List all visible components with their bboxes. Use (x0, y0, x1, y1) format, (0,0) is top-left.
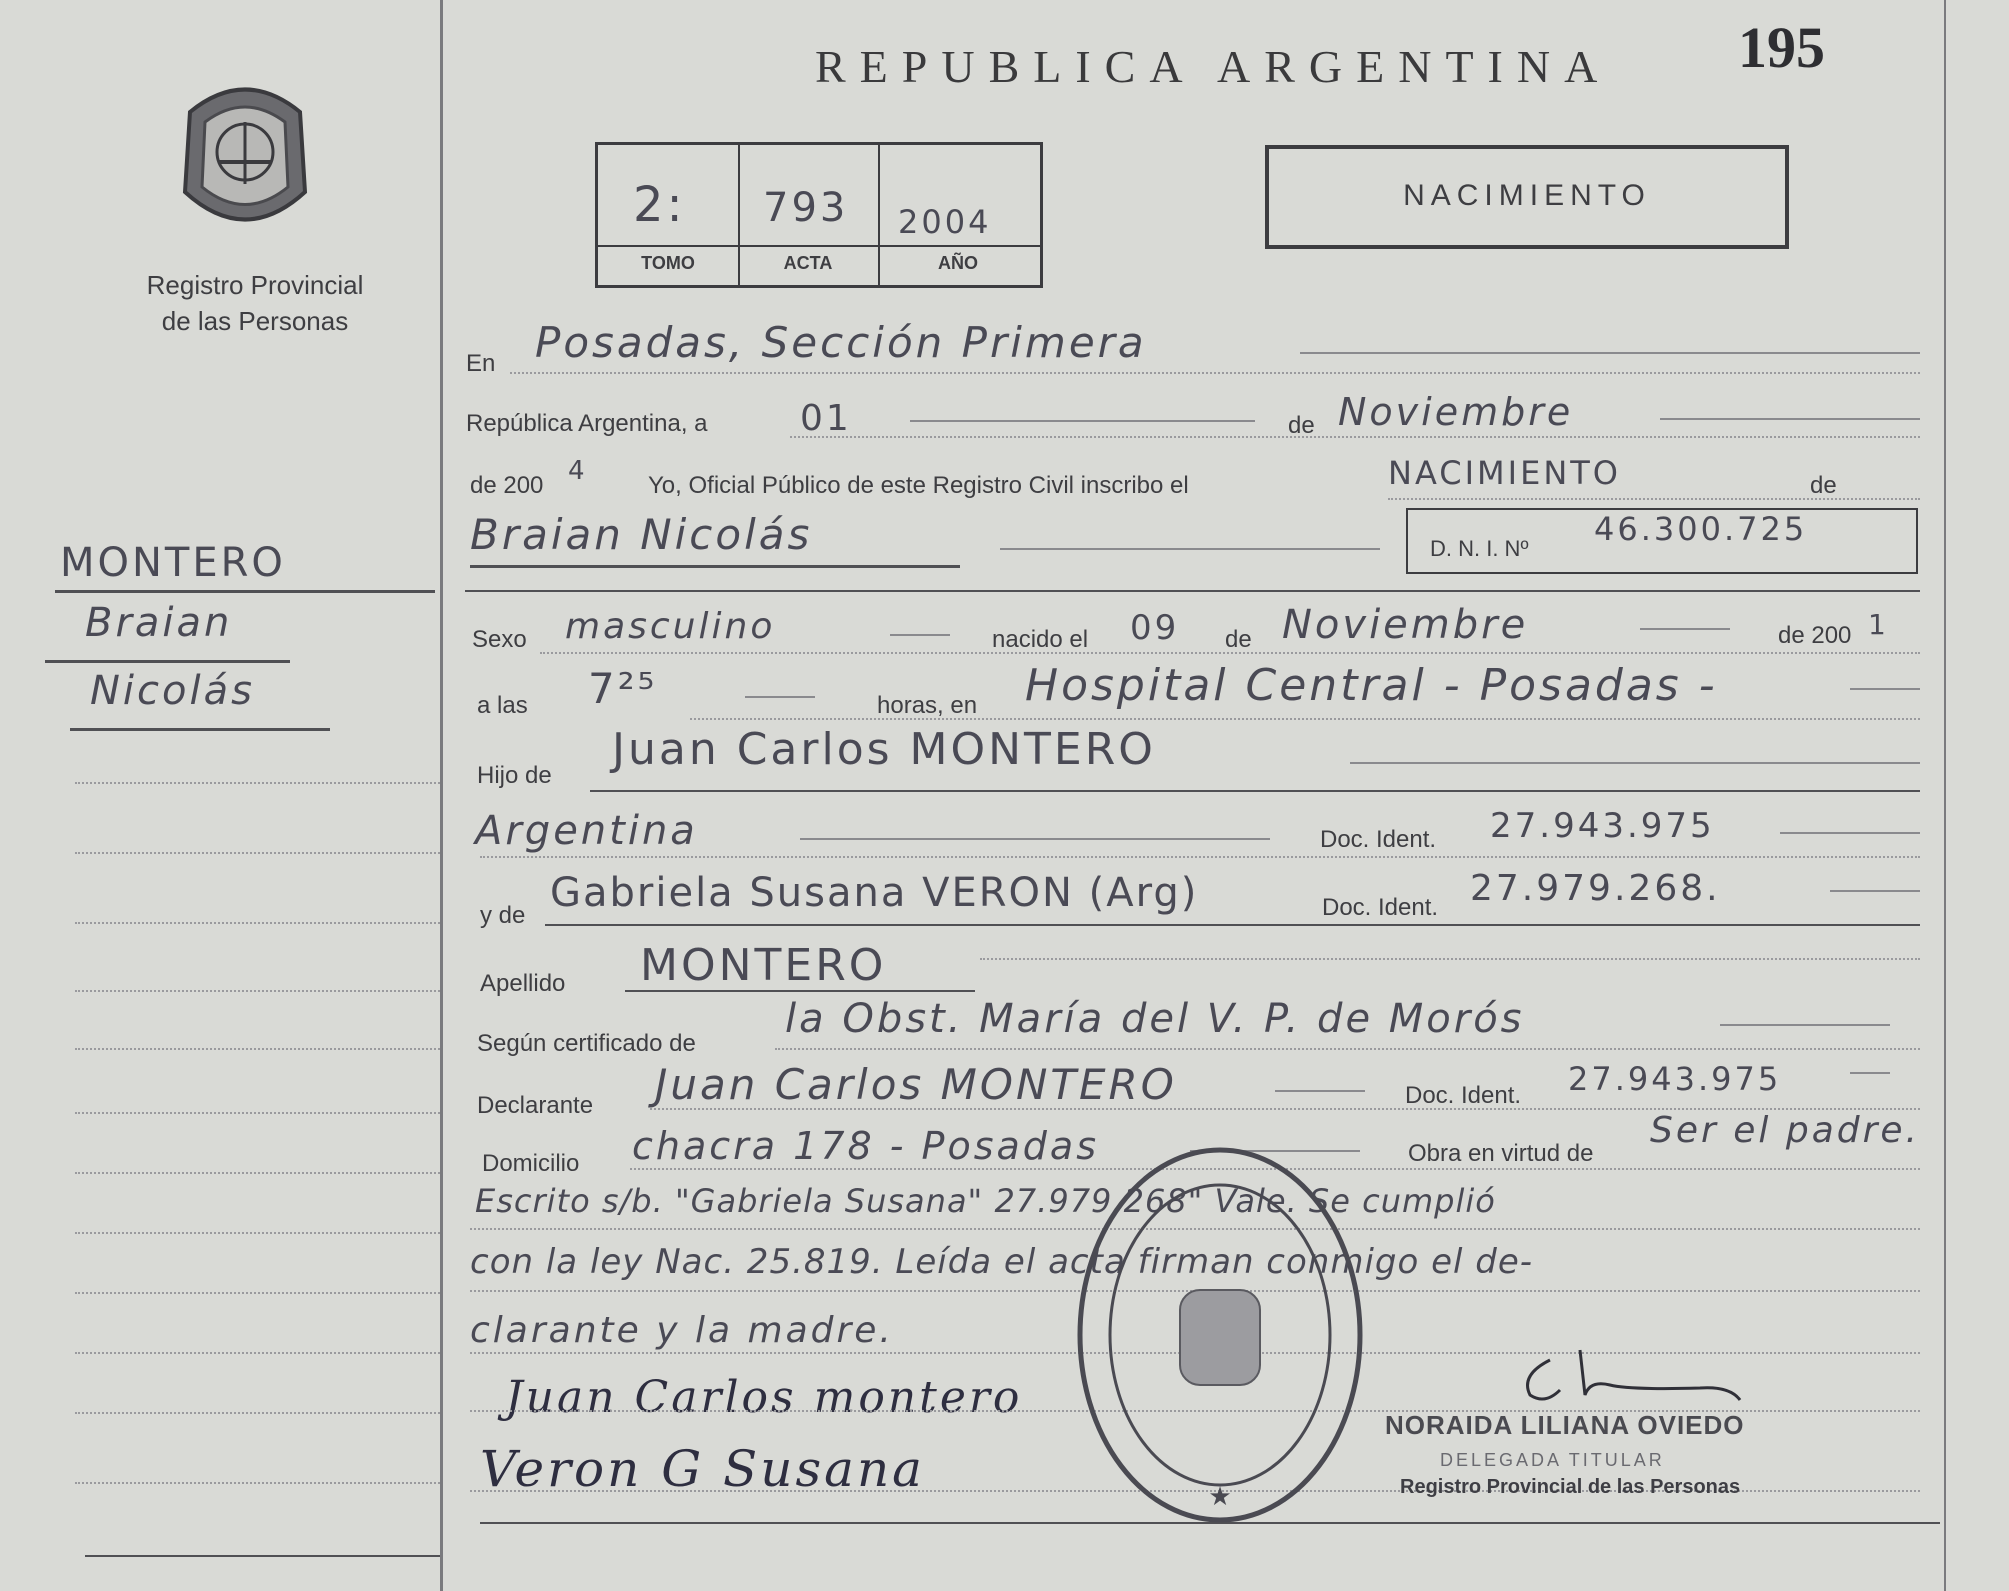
acta-label: ACTA (783, 253, 833, 273)
signature-mother: Veron G Susana (480, 1440, 925, 1498)
note-line3: clarante y la madre. (470, 1310, 894, 1351)
obra: Ser el padre. (1650, 1110, 1920, 1151)
dni-box (1406, 508, 1918, 574)
domicilio-label: Domicilio (482, 1150, 580, 1177)
official-title: DELEGADA TITULAR (1440, 1450, 1665, 1470)
tomo-label: TOMO (641, 253, 695, 273)
segun-label: Según certificado de (477, 1030, 696, 1057)
dni-value: 46.300.725 (1594, 510, 1808, 548)
father-name: Juan Carlos MONTERO (612, 724, 1156, 775)
margin-divider (440, 0, 443, 1591)
obra-label: Obra en virtud de (1408, 1140, 1594, 1167)
country-heading: REPUBLICA ARGENTINA (815, 41, 1612, 92)
birth-year-suffix: 1 (1868, 608, 1889, 641)
day: 01 (800, 398, 852, 439)
signature-declarante: Juan Carlos montero (505, 1372, 1023, 1423)
birth-place: Hospital Central - Posadas - (1025, 660, 1718, 711)
official-name: NORAIDA LILIANA OVIEDO (1385, 1410, 1745, 1440)
child-name: Braian Nicolás (470, 510, 813, 559)
year-suffix: 4 (568, 456, 588, 486)
domicilio: chacra 178 - Posadas (632, 1124, 1099, 1168)
de-label-2: de (1810, 472, 1837, 499)
svg-text:★: ★ (1208, 1482, 1232, 1512)
en-label: En (466, 350, 496, 377)
tomo-value: 2: (633, 177, 686, 233)
registry-name-line2: de las Personas (161, 306, 349, 336)
republica-label: República Argentina, a (466, 410, 708, 437)
doc-label-mother: Doc. Ident. (1322, 894, 1439, 921)
doc-label-declarante: Doc. Ident. (1405, 1082, 1522, 1109)
margin-surname: MONTERO (60, 540, 286, 586)
official-signature-icon (1500, 1340, 1750, 1410)
father-doc: 27.943.975 (1490, 806, 1715, 846)
acta-value: 793 (763, 185, 849, 231)
de-label-3: de (1225, 626, 1252, 653)
month: Noviembre (1338, 390, 1574, 434)
note-line1: Escrito s/b. "Gabriela Susana" 27.979.268" Vale. Se cumplió (475, 1182, 1496, 1220)
mother-doc: 27.979.268. (1470, 868, 1721, 909)
note-line2: con la ley Nac. 25.819. Leída el acta firman conmigo el de- (470, 1242, 1534, 1282)
year-prefix: de 200 (470, 472, 544, 499)
doc-label-father: Doc. Ident. (1320, 826, 1437, 853)
page-number: 195 (1738, 15, 1825, 80)
apellido-value: MONTERO (640, 940, 887, 991)
ano-label: AÑO (938, 253, 978, 273)
hour: 7²⁵ (588, 664, 658, 713)
official-org: Registro Provincial de las Personas (1400, 1476, 1741, 1498)
declarante-doc: 27.943.975 (1568, 1060, 1782, 1098)
right-border (1944, 0, 1946, 1591)
dni-label: D. N. I. Nº (1430, 536, 1529, 561)
official-stamp-seal (1070, 1140, 1370, 1530)
declarante-label: Declarante (477, 1092, 594, 1119)
alas-label: a las (477, 692, 528, 719)
horas-label: horas, en (877, 692, 978, 719)
nacido-label: nacido el (992, 626, 1089, 653)
declarante: Juan Carlos MONTERO (655, 1060, 1177, 1109)
apellido-label: Apellido (480, 970, 566, 997)
mother-name: Gabriela Susana VERON (Arg) (550, 870, 1199, 916)
sexo: masculino (565, 606, 776, 647)
de-label: de (1288, 412, 1315, 439)
registry-name-line1: Registro Provincial (146, 270, 364, 300)
record-number-box (595, 142, 1043, 288)
birth-day: 09 (1130, 608, 1180, 648)
yo-label: Yo, Oficial Público de este Registro Civil inscribo el (648, 472, 1189, 499)
place: Posadas, Sección Primera (535, 318, 1147, 367)
sexo-label: Sexo (472, 626, 527, 653)
yde-label: y de (480, 902, 526, 929)
inscribed: NACIMIENTO (1388, 454, 1621, 492)
margin-second-name: Nicolás (90, 668, 255, 714)
registry-seal-logo (170, 72, 320, 242)
record-type-box (1265, 145, 1789, 249)
record-type: NACIMIENTO (1403, 179, 1651, 212)
father-nationality: Argentina (475, 808, 698, 854)
birth-year-label: de 200 (1778, 622, 1852, 649)
ano-value: 2004 (898, 203, 992, 241)
hijo-label: Hijo de (477, 762, 552, 789)
certificado: la Obst. María del V. P. de Morós (785, 996, 1525, 1042)
birth-month: Noviembre (1282, 602, 1529, 648)
margin-first-name: Braian (85, 600, 233, 646)
